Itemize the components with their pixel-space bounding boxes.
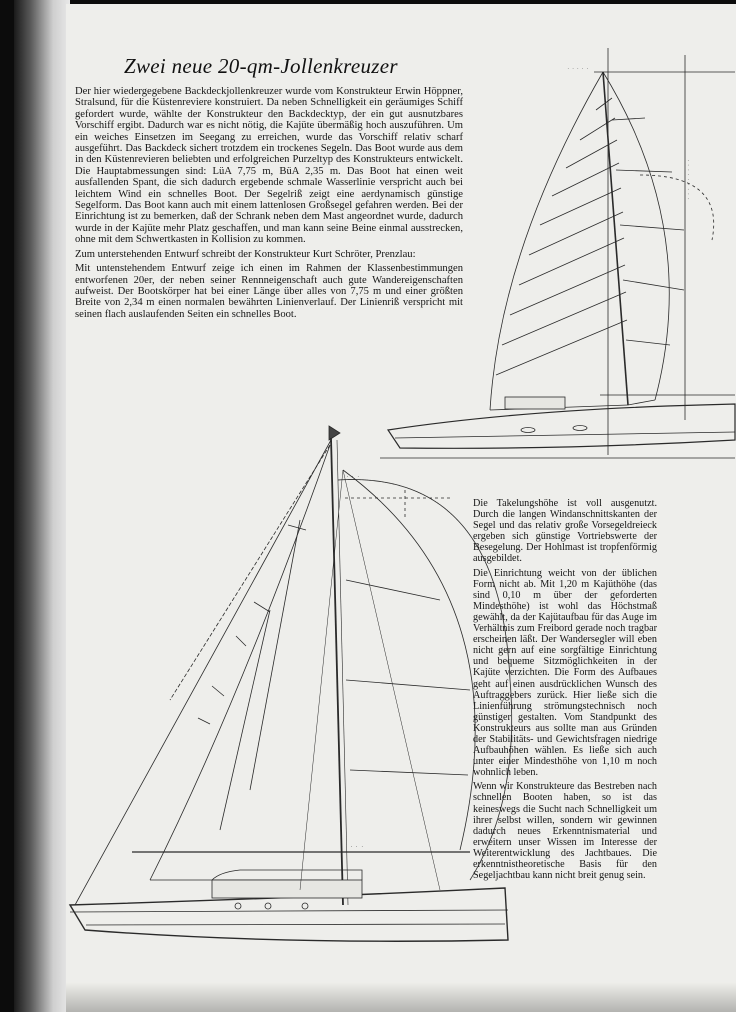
svg-text:· · ·: · · · xyxy=(346,475,360,480)
paragraph: Die Takelungshöhe ist voll ausgenutzt. Durch die langen Windanschnittskanten der Segel und das relativ große Vorsegeldreieck ergeben sich günstige Vortriebswerte der Besegelung. Der Hohlmast ist tropfenförmig ausgebildet. xyxy=(473,498,657,565)
sail-plan-drawing-schroeter xyxy=(0,420,736,1012)
dimension-labels xyxy=(346,475,364,850)
page-title: Zwei neue 20-qm-Jollenkreuzer xyxy=(124,54,398,78)
paragraph: Mit untenstehendem Entwurf zeige ich einen im Rahmen der Klassenbestimmungen entworfenen 20er, der neben seiner Rennneigenschaft auch gute Wandereigenschaften aufweist. Der Bootskörper hat bei einer Länge über alles von 7,75 m und einer größten Breite von 2,34 m einen normalen bewährten Linienverlauf. Der Linienriß verspricht mit seinen flach auslaufenden Seiten ein schnelles Boot. xyxy=(75,263,463,320)
dimension-labels xyxy=(567,66,691,200)
sail-plan-drawing-hoeppner xyxy=(310,44,736,464)
paragraph: Die Einrichtung weicht von der üblichen Form nicht ab. Mit 1,20 m Kajüthöhe (das sind 0,10 m über der geforderten Mindesthöhe) ist wohl das Höchstmaß gewählt, da der Kajütaufbau für das Auge im Verhältnis zum Freibord gerade noch tragbar erscheinen läßt. Der Wandersegler will eben nicht gern auf eine sorgfältige Einrichtung und bequeme Sitzmöglichkeiten in der Kajüte verzichten. Die Form des Aufbaues geht auf einen ausdrücklichen Wunsch des Auftraggebers zurück. Hier ließe sich die Linienführung strömungstechnisch noch günstiger gestalten. Vom Standpunkt des Konstrukteurs aus sollte man aus Gründen der Stabilitäts- und Gewichtsfragen niedrige Aufbauhöhen wählen. Es ließe sich auch unter einer Mindesthöhe von 1,10 m noch wohnlich leben. xyxy=(473,567,657,779)
paragraph: Wenn wir Konstrukteure das Bestreben nach schnellen Booten haben, so ist das keineswegs die Sucht nach Schnelligkeit um ihrer selbst willen, sondern wir gewinnen dadurch neues Erkenntnismaterial und erweitern unser Wissen im Interesse der Weiterentwicklung des Jachtbaues. Die erkenntnistheoretische Basis für den Segeljachtbau kann nicht breit genug sein. xyxy=(473,781,657,882)
svg-text:· · · · ·: · · · · · xyxy=(567,66,589,71)
svg-text:· · ·: · · · xyxy=(350,845,364,850)
paragraph: Der hier wiedergegebene Backdeckjollenkreuzer wurde vom Konstrukteur Erwin Höppner, Stralsund, für die Küstenreviere konstruiert. Da neben Schnelligkeit ein geräumiges Schiff gefordert wurde, wählte der Konstrukteur den Backdecktyp, der ein gut ausnutzbares Vorschiff ergibt. Dadurch war es nicht nötig, die Kajüte übermäßig hoch auszuführen. Um ein weiches Einsetzen im Seegang zu erreichen, wurde das Vorschiff relativ scharf ausgeführt. Das Backdeck sichert trotzdem ein trockenes Segeln. Das Boot wurde aus dem in den Küstenrevieren beliebten und erfolgreichen Purzeltyp des Konstrukteurs entwickelt. Die Hauptabmessungen sind: LüA 7,75 m, BüA 2,35 m. Das Boot hat einen weit ausfallenden Spant, die sich dadurch ergebende schmale Wasserlinie verspricht auch bei leichtem Wind ein schnelles Boot. Der Segelriß zeigt eine aerdynamisch günstige Segelform. Das Boot kann auch mit einem lattenlosen Großsegel gefahren werden. Bei der Einrichtung ist zu bemerken, daß der Schrank neben dem Mast angeordnet wurde, dadurch wurde in der Kajüte mehr Platz geschaffen, und man kann seine Beine einmal ausstrecken, ohne mit dem Schwertkasten in Kollision zu kommen. xyxy=(75,86,463,246)
paragraph: Zum unterstehenden Entwurf schreibt der Konstrukteur Kurt Schröter, Prenzlau: xyxy=(75,248,416,260)
svg-text:· · · · · · · · ·: · · · · · · · · · xyxy=(686,159,691,200)
